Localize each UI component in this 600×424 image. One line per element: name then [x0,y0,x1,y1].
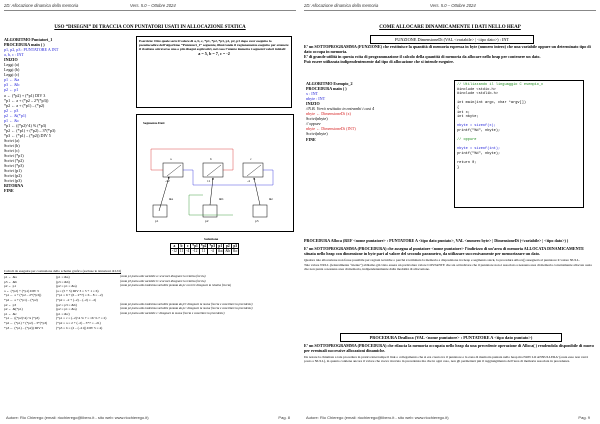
pseudocode-line: nbyte ← DimensioneDi (INT) [306,126,356,132]
pseudocode-line: Scrivi (c) [4,148,20,154]
calc-result: (*p3 = b = (2 – (–21)) DIV 5 = 4) [56,325,103,330]
pseudocode-line: p1, p2, p3 : PUNTATORE A INT [4,47,59,53]
pseudocode-line: p2 ← p1 [4,87,19,93]
pseudocode-line: nbyte : INT [306,96,326,102]
code-line: return 0; [457,161,477,166]
page-header [4,1,296,11]
calc-instruction: p3 ← &b [4,279,17,284]
alloca-p2: Qualora tale allocazione non fosse possibile per ragioni tecniche o perché è terminata la memoria a disposizione tra heap e segmento stack, la procedura Alloca() assegnerà al puntatore il valore NULL. [304,258,580,263]
pseudocode-line: FINE [4,188,14,194]
calc-list [4,275,296,330]
ptr-p3-label: p3 [255,219,259,223]
pseudocode-line: p2 ← p3 [4,107,19,113]
solution-value-cell: -4 [186,249,190,254]
pseudocode-line: *p1 ← a + (*p2 – 2*(*p3)) [4,97,49,103]
exercise-text: Esercizio: Dire quale sarà il valore di a, b, c, *p1, *p2, *p3, p1, p2, p3 dopo aver eseguito lo pseudocodice dell’algoritmo “Puntatori_1” seguente, illustrando il ragionamento eseguito per ottenere il risultato attraverso uno o più disegni esplicativi, nel caso l’utente immetta i seguenti valori iniziali: [139,39,289,52]
dimensionedi-signature: FUNZIONE DimensioneDi (VAL <variabile> | <tipo dato>) : INT [370,35,534,44]
pseudocode-line: nbyte ← DimensioneDi (x) [306,111,351,117]
dealloca-section [304,343,596,363]
dimensionedi-p2: E’ di grande utilità in questa ecita di programmazione il calcolo della quantità di memoria da allocare nello heap per contenere un dato. [304,54,541,60]
pseudocode-line: a, b, c : INT [4,52,24,58]
page-footer [304,414,596,422]
pseudocode-line: FINE [306,136,316,142]
example-pseudocode [306,81,432,142]
solution-value-cell: -12 [192,249,198,254]
calc-instruction: p1 ← &c [4,311,17,316]
pseudocode-line: p1 ← &a [4,77,20,83]
pseudocode-line: Scrivi (b) [4,142,20,148]
code-line: #include <stdio.h> [457,87,496,92]
pseudocode-line: Scrivi (a) [4,137,20,143]
dealloca-p1: E’ un SOTTOPROGRAMMA (PROCEDURA) che rilascia la memoria occupata nello heap da una precedente operazione di Alloca( ) rendendola disponibile di nuovo per eventuali successive allocazioni dinamiche. [304,343,595,354]
pseudocode-line: a ← (*p2) + (*p1) DIV 3 [4,92,46,98]
calc-instruction: *p2 ← a + (*p1) – (*p2) [4,297,38,302]
var-b-value: 11 [207,179,211,183]
pseudocode-line: Scrivi (p1) [4,168,22,174]
calc-title: Calcoli da eseguire per costruzione dello schema grafico (escluse le istruzioni di I/O) [4,269,122,273]
calc-instruction: *p2 ← (*p1) + (*p2) – 3*(*p3) [4,320,48,325]
pseudocode-line: Leggi (b) [4,67,20,73]
initial-values: a = 5, b = 7, c = -2 [198,51,230,57]
solution-value-cell: &c [233,249,238,254]
solution-header-cell: p2 [225,244,230,248]
page-number: Pag. 9 [578,415,590,420]
solution-value-cell: &b [225,249,231,254]
pseudocode-line: PROCEDURA main ( ) [306,86,347,92]
calc-result: (p2 = p3 = &b) [56,302,77,307]
code-line: printf("%d", nbyte); [457,128,501,133]
code-line: { [457,105,460,110]
var-a-value: -12 [165,179,170,183]
dealloca-p2: Da notare la chiamata a tale procedura in pratica interrompe il link o collegamento che si era creato tra il puntatore e la zona di memoria puntata nello heap ma NON LO ANNULLERA’ (ossia esso non verrà posto a NULL), in quanto contiene ancora il valore che aveva ricevuto in precedenza ma che in ogni caso, non gli permetterà più il raggiungimento dell’area di memoria associata in precedenza. [304,355,588,364]
solution-title: Soluzione [204,237,219,241]
calc-instruction: *p3 ← (*p1) – (*p2)) DIV 5 [4,325,44,330]
code-line: nbyte = sizeof(x); [457,124,496,129]
code-line: printf("%d", nbyte); [457,151,501,156]
calc-result: (*p1 = c = (–2)^4 % 7 = 16 % 7 = 2) [56,316,107,321]
pseudocode-line: Scrivi(nbyte) [306,131,328,137]
pseudocode-line: // oppure [306,121,321,127]
code-line: int x; [457,110,470,115]
pseudocode-line: x : INT [306,91,319,97]
page-footer [4,414,296,422]
calc-note: (ossia p3 punta alla variabile b: scoccare disegnare la relativa freccia) [120,278,206,283]
var-b-label: b [210,157,212,161]
alloca-p3: Tale valore NULL (letteralmente “niente”) abbiamo già visto essere un particolare valore COSTANTE che sta ad indicare che il puntatore non è associato a nessuna area di memoria correttamente allocata ossia che non punta a nessuna area di memoria, indipendentemente dalla modalità di allocazione. [304,263,592,272]
ptr-p1-label: p1 [155,219,159,223]
calc-note: (ossia p1 punta alla variabile c: disegnare la nuova freccia e cancellare la precedente) [120,310,225,315]
pseudocode-line: *p1 ← ((*p2)^4) % (*p3) [4,122,47,128]
calc-note: (ossia p1 punta alla variabile a: scoccare disegnare la relativa freccia) [120,274,206,278]
calc-instruction: a ← (*p2) + (*p1) DIV 3 [4,288,39,293]
calc-note: (ossia p2 punta alla medesima variabile puntata da p3: disegnare la nuova freccia e cancellare la precedente) [120,301,253,306]
header-title: 2D: Allocazione dinamica della memoria [304,3,379,8]
code-line: int nbyte; [457,115,479,120]
calc-result: (*p2 = –2 + (–2) – (–2) = –2) [56,297,97,302]
calc-result: (p2 = p1 = &a) [56,284,77,289]
addr-a: &a [169,197,174,201]
header-version: Vers. 5.0 – Ottobre 2024 [130,3,176,8]
calc-instruction: *p1 ← ((*p2)^4) % (*p3) [4,316,40,321]
calc-instruction: p2 ← p3 [4,302,17,307]
dimensionedi-p3: Può essere utilizzata indipendentemente dal tipo di allocazione che si intende eseguire. [304,59,454,65]
calc-instruction: p1 ← &a [4,275,17,279]
solution-header-cell: c [185,244,191,249]
page-title [304,25,596,30]
pseudocode-line: p3 ← &b [4,82,20,88]
footer-author: Autore: Rio Chierego (email: riochierego@libero.it - sito web: www.riochierego.it) [306,415,449,420]
code-line: nbyte = sizeof(int); [457,147,501,152]
pseudocode-line: Scrivi (*p3) [4,163,24,169]
pseudocode-line: p2 ← &(*p1) [4,112,27,118]
pseudocode-line: INIZIO [306,101,320,107]
footer-author: Autore: Rio Chierego (email: riochierego@libero.it - sito web: www.riochierego.it) [6,415,149,420]
code-line: int main(int argc, char *argv[]) [457,101,527,106]
solution-value-cell: &a [218,249,223,254]
solution-header-cell: p3 [233,244,238,248]
solution-value-cell: -4 [208,249,217,254]
pseudocode-line: *p2 ← (*p1) + (*p2) – 3*(*p3) [4,127,56,133]
solution-header-cell: *p2 [200,244,207,248]
calc-instruction: p2 ← p1 [4,284,17,289]
solution-header-cell: a [171,244,179,249]
solution-value-cell: 11 [199,249,208,254]
page-header [304,1,596,11]
alloca-signature: PROCEDURA Alloca (REF <nome puntatore> : PUNTATORE A <tipo dato puntato>, VAL <numero byte> | DimensioneDi (<variabile> | <tipo dato>) ) [304,238,569,243]
solution-value-cell: -12 [172,249,177,254]
c-code-box [454,80,584,208]
solution-header-cell: *p3 [209,244,216,248]
calc-note: (ossia p2 punta alla medesima variabile puntata da p1: disegnare la nuova freccia e cancellare la precedente) [120,306,253,311]
calc-result: (p2 = p1 = &a) [56,307,77,312]
dealloca-signature: PROCEDURA Dealloca (VAL <nome puntatore> : PUNTATORE A <tipo dato puntato>) [340,333,562,342]
pseudocode-line: Scrivi (p3) [4,178,22,184]
pseudocode-line: Scrivi (p2) [4,173,22,179]
pseudocode-line: RITORNA [4,183,24,189]
calc-note [120,326,296,331]
pseudocode-line: Scrivi (*p2) [4,158,24,164]
page-right [300,0,600,424]
calc-result: (*p2 = a = 2 + (–2) – 3*7 = –21) [56,320,101,325]
calc-result: (p3 = &b) [56,279,70,284]
calc-note: (ossia p2 punta alla medesima variabile puntata da p1 occorre disegnare la relativa freccia) [120,283,232,288]
exercise-box [136,36,292,108]
var-c-value: -4 [247,179,250,183]
calc-result: (*p1 = 6 + (6 – 2*7) = 6 – 8 = –2) [56,293,103,298]
pseudocode-line: //N.B. Verrà restituito in entrambi i casi 4 [306,106,375,112]
solution-value-cell: 11 [179,249,184,254]
pseudocode-line: ALGORITMO Esempio_2 [306,81,353,86]
calc-instruction: *p1 ← a + (*p2 – 2*(*p3)) [4,293,42,298]
pseudocode-line: ALGORITMO Puntatori_1 [4,37,53,42]
pseudocode-line: Scrivi (*p1) [4,153,24,159]
pseudocode-line: INIZIO [4,57,18,63]
page-number: Pag. 8 [278,415,290,420]
solution-header-cell: *p1 [192,244,198,248]
pseudocode-line: *p3 ← (*p1) – (*p2)) DIV 5 [4,132,51,138]
pseudocode-listing [4,37,132,193]
header-version: Vers. 5.0 – Ottobre 2024 [430,3,476,8]
calc-result: (p1 = &c) [56,311,70,316]
alloca-section [304,238,596,272]
pseudocode-line: Leggi (c) [4,72,20,78]
pointer-arrows [137,115,293,231]
code-line: } [457,165,460,170]
dimensionedi-desc [304,44,596,64]
segment-title: Segmento Dati [143,121,165,125]
page-title: USO “DISEGNI” DI TRACCIA CON PUNTATORI USATI IN ALLOCAZIONE STATICA [54,25,246,30]
calc-row [4,326,296,331]
addr-c: &c [269,197,274,201]
solution-header-cell: p1 [218,244,223,248]
pseudocode-line: Leggi (a) [4,62,20,68]
pseudocode-line: PROCEDURA main ( ) [4,42,45,48]
addr-b: &b [219,197,224,201]
alloca-p1: E’ un SOTTOPROGRAMMA (PROCEDURA) che assegna al puntatore <nome puntatore> l’indirizzo di un’area di memoria ALLOCATA DINAMICAMENTE situata nello heap con dimensione in byte pari al valore del secondo parametro, da utilizzare successivamente per memorizzare un dato. [304,246,585,257]
code-line: // oppure [457,138,477,143]
pseudocode-line: p1 ← &c [4,117,20,123]
pseudocode-line: Scrivi(nbyte) [306,116,328,122]
solution-header-cell: b [178,244,184,249]
var-a-label: a [170,157,172,161]
calc-result: (p1 = &a) [56,275,70,279]
data-segment-diagram [136,114,294,232]
var-c-label: c [250,157,252,161]
code-line: // Utilizzando il linguaggio C esempio_c [457,83,544,87]
pseudocode-line: *p2 ← a + (*p1) – (*p2) [4,102,45,108]
header-title: 2D: Allocazione dinamica della memoria [4,3,79,8]
calc-result: (a = (5 + 5) DIV 3 = 5 + 1 = 6) [56,288,99,293]
calc-instruction: p2 ← &(*p1) [4,307,23,312]
ptr-p2-label: p2 [205,219,209,223]
dimensionedi-p1: E’ un SOTTOPROGRAMMA (FUNZIONE) che restituisce la quantità di memoria espressa in byte (numero intero) che una variabile oppure un determinato tipo di dato occupa in memoria. [304,44,591,55]
page-title-text: COME ALLOCARE DINAMICAMENTE I DATI NELLO HEAP [379,25,521,30]
code-line: #include <stdlib.h> [457,92,498,97]
solution-table [170,243,239,255]
